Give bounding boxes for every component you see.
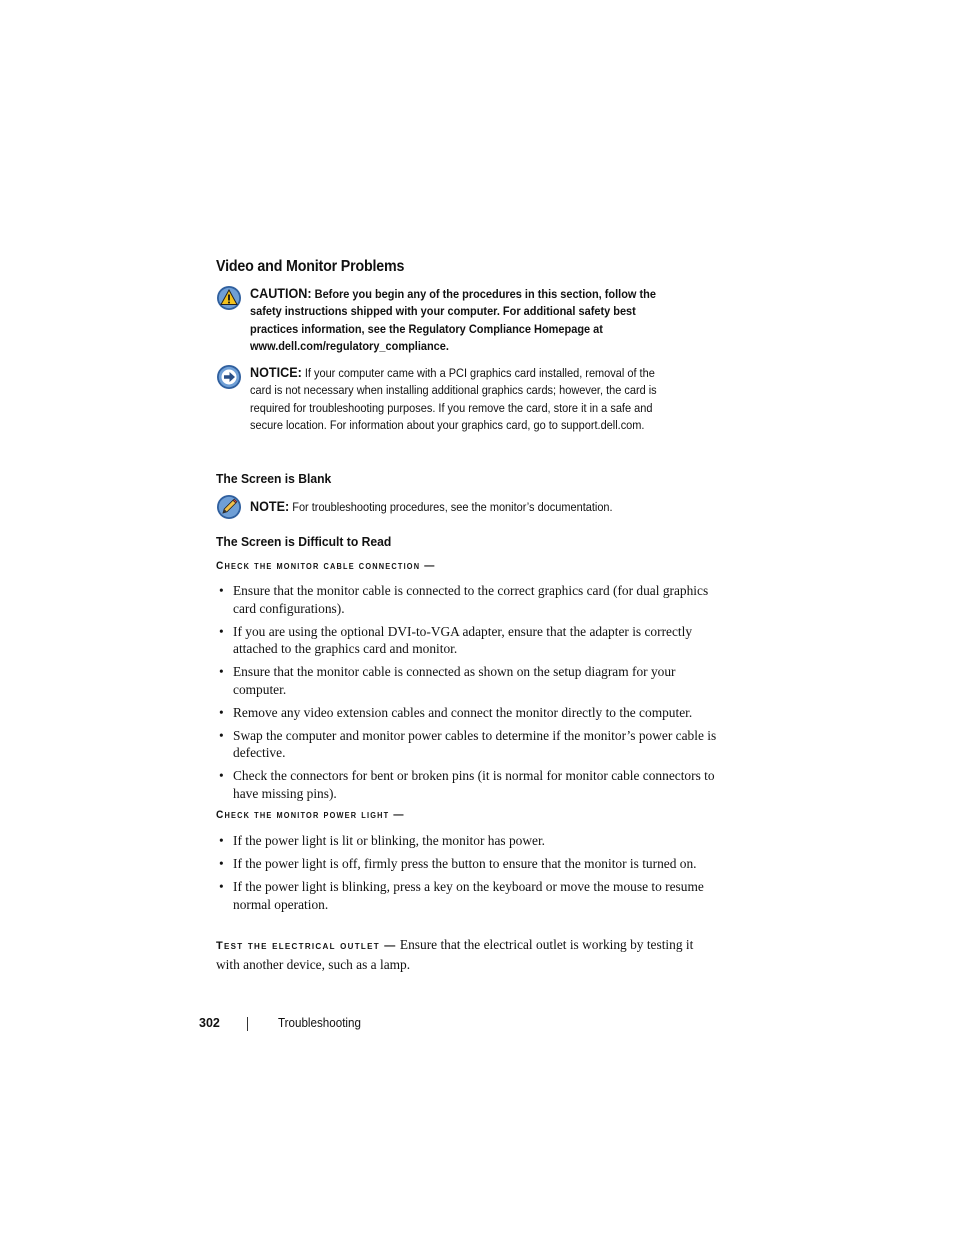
- list-item: • Ensure that the monitor cable is connected as shown on the setup diagram for your computer.: [216, 663, 721, 698]
- power-light-checklist: [216, 832, 721, 919]
- note-body: For troubleshooting procedures, see the monitor’s documentation.: [292, 500, 613, 514]
- notice-box: [216, 364, 716, 454]
- caution-body: Before you begin any of the procedures in this section, follow the safety instructions shipped with your computer. For additional safety best practices information, see the Regulatory Compliance Homepage at www.dell.com/regulatory_compliance.: [250, 287, 656, 353]
- power-light-heading: Check the monitor power light —: [216, 809, 405, 821]
- list-item: • Ensure that the monitor cable is connected to the correct graphics card (for dual graphics card configurations).: [216, 582, 721, 617]
- caution-box: [216, 285, 716, 357]
- list-item: • Check the connectors for bent or broken pins (it is normal for monitor cable connectors to have missing pins).: [216, 767, 721, 802]
- list-item: • Swap the computer and monitor power cables to determine if the monitor’s power cable is defective.: [216, 727, 721, 762]
- section-title: Video and Monitor Problems: [216, 258, 405, 275]
- page-number: 302: [199, 1016, 220, 1030]
- list-item: • If you are using the optional DVI-to-VGA adapter, ensure that the adapter is correctly attached to the graphics card and monitor.: [216, 623, 721, 658]
- note-label: NOTE:: [250, 498, 290, 514]
- note-pencil-icon: [216, 494, 242, 520]
- electrical-outlet-text: Ensure that the electrical outlet is working by testing it with another device, such as a lamp.: [216, 937, 694, 972]
- list-item: • If the power light is lit or blinking, the monitor has power.: [216, 832, 721, 850]
- blank-screen-heading: The Screen is Blank: [216, 471, 332, 486]
- chapter-title: Troubleshooting: [278, 1016, 361, 1030]
- cable-checklist: [216, 582, 721, 808]
- caution-triangle-icon: [216, 285, 242, 311]
- note-text: [250, 498, 669, 516]
- notice-body: If your computer came with a PCI graphics card installed, removal of the card is not necessary when installing additional graphics cards; however, the card is required for troubleshooting purposes. If you remove the card, store it in a safe and secure location. For information about your graphics card, go to support.dell.com.: [250, 366, 657, 432]
- list-item: • Remove any video extension cables and connect the monitor directly to the computer.: [216, 704, 721, 722]
- footer-divider: [247, 1017, 248, 1031]
- notice-text: [250, 364, 669, 434]
- electrical-outlet-paragraph: [216, 936, 716, 973]
- caution-label: CAUTION:: [250, 285, 312, 301]
- list-item: • If the power light is blinking, press a key on the keyboard or move the mouse to resume normal operation.: [216, 878, 721, 913]
- note-box: [216, 494, 716, 520]
- notice-arrow-icon: [216, 364, 242, 390]
- cable-connection-heading: Check the monitor cable connection —: [216, 560, 436, 572]
- notice-label: NOTICE:: [250, 364, 302, 380]
- difficult-screen-heading: The Screen is Difficult to Read: [216, 534, 392, 549]
- caution-text: [250, 285, 669, 355]
- list-item: • If the power light is off, firmly press the button to ensure that the monitor is turned on.: [216, 855, 721, 873]
- electrical-outlet-label: Test the electrical outlet —: [216, 940, 397, 952]
